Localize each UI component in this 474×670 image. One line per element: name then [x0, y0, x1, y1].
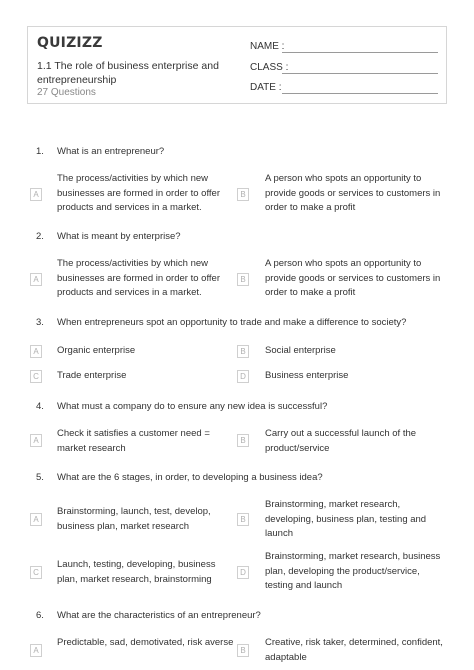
class-field[interactable] [282, 73, 438, 74]
question-number: 6. [36, 610, 44, 621]
name-field[interactable] [282, 52, 438, 53]
question-number: 4. [36, 401, 44, 412]
question-text: What are the characteristics of an entrepreneur? [57, 610, 261, 621]
option-d-marker[interactable]: D [237, 566, 249, 579]
option-c-marker[interactable]: C [30, 566, 42, 579]
option-c-text[interactable]: Trade enterprise [57, 370, 127, 381]
option-a-marker[interactable]: A [30, 644, 42, 657]
option-b-text[interactable]: Social enterprise [265, 345, 336, 356]
question-text: When entrepreneurs spot an opportunity to trade and make a difference to society? [57, 317, 407, 328]
class-label: CLASS : [250, 62, 289, 73]
option-a-marker[interactable]: A [30, 434, 42, 447]
question-text: What is meant by enterprise? [57, 231, 181, 242]
question-text: What must a company do to ensure any new idea is successful? [57, 401, 328, 412]
option-a-marker[interactable]: A [30, 513, 42, 526]
question-text: What are the 6 stages, in order, to developing a business idea? [57, 472, 323, 483]
worksheet-title: 1.1 The role of business enterprise and entrepreneurship [37, 60, 219, 86]
option-a-text[interactable]: Organic enterprise [57, 345, 136, 356]
option-b-marker[interactable]: B [237, 273, 249, 286]
question-text: What is an entrepreneur? [57, 146, 165, 157]
option-b-marker[interactable]: B [237, 513, 249, 526]
question-number: 2. [36, 231, 44, 242]
date-field[interactable] [282, 93, 438, 94]
quizizz-logo: QUIZIZZ [37, 35, 103, 51]
option-b-text[interactable]: A person who spots an opportunity to provide goods or services to customers in order to make a profit [265, 258, 441, 298]
option-b-text[interactable]: Brainstorming, market research, developing, business plan, testing and launch [265, 499, 427, 539]
option-d-text[interactable]: Brainstorming, market research, business plan, developing the product/service, testing and launch [265, 551, 441, 591]
question-number: 1. [36, 146, 44, 157]
question-number: 5. [36, 472, 44, 483]
option-d-marker[interactable]: D [237, 370, 249, 383]
option-a-marker[interactable]: A [30, 273, 42, 286]
name-label: NAME : [250, 41, 285, 52]
option-d-text[interactable]: Business enterprise [265, 370, 349, 381]
date-label: DATE : [250, 82, 282, 93]
option-a-text[interactable]: The process/activities by which new businesses are formed in order to offer products and services in a market. [57, 173, 220, 213]
option-a-marker[interactable]: A [30, 188, 42, 201]
option-c-text[interactable]: Launch, testing, developing, business plan, market research, brainstorming [57, 559, 216, 585]
question-number: 3. [36, 317, 44, 328]
option-b-marker[interactable]: B [237, 345, 249, 358]
option-b-marker[interactable]: B [237, 188, 249, 201]
option-b-marker[interactable]: B [237, 434, 249, 447]
option-b-text[interactable]: Carry out a successful launch of the product/service [265, 428, 417, 454]
option-b-marker[interactable]: B [237, 644, 249, 657]
option-b-text[interactable]: A person who spots an opportunity to provide goods or services to customers in order to make a profit [265, 173, 441, 213]
option-a-text[interactable]: Brainstorming, launch, test, develop, business plan, market research [57, 506, 211, 532]
question-count: 27 Questions [37, 87, 96, 98]
option-b-text[interactable]: Creative, risk taker, determined, confident, adaptable [265, 637, 443, 663]
option-a-text[interactable]: Check it satisfies a customer need = market research [57, 428, 210, 454]
option-a-text[interactable]: The process/activities by which new businesses are formed in order to offer products and services in a market. [57, 258, 220, 298]
option-a-text[interactable]: Predictable, sad, demotivated, risk averse [57, 637, 234, 648]
option-c-marker[interactable]: C [30, 370, 42, 383]
option-a-marker[interactable]: A [30, 345, 42, 358]
